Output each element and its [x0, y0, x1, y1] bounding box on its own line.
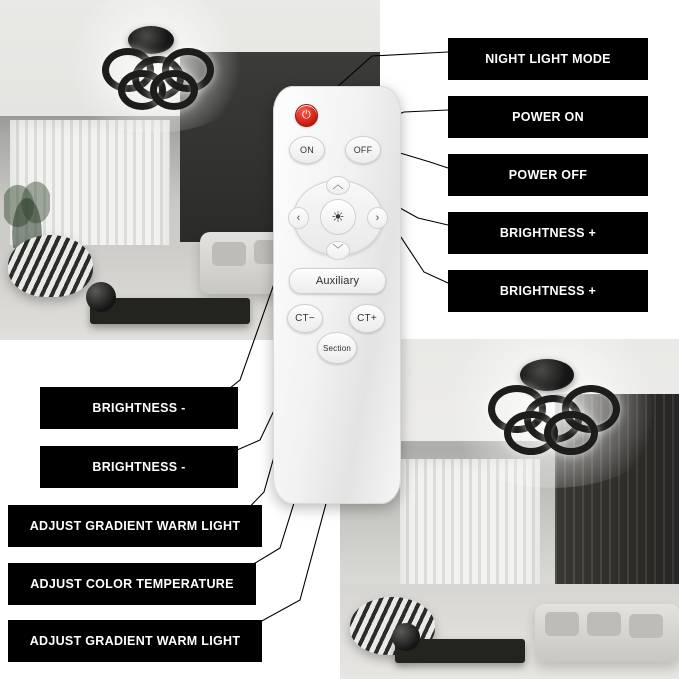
remote-control: [273, 86, 401, 504]
callout-adjust-gradient-warm-light-1: ADJUST GRADIENT WARM LIGHT: [8, 505, 262, 547]
callout-brightness-minus-1: BRIGHTNESS -: [40, 387, 238, 429]
directional-pad: [293, 180, 381, 254]
brightness-down-button[interactable]: ﹀: [326, 241, 350, 260]
lamp-ring: [150, 70, 198, 110]
night-light-mode-button[interactable]: ⏻: [295, 104, 318, 127]
brightness-right-button[interactable]: ›: [367, 207, 388, 229]
color-temp-plus-button[interactable]: CT+: [349, 304, 385, 333]
cushion: [629, 614, 663, 638]
sofa: [535, 604, 679, 662]
callout-night-light-mode: NIGHT LIGHT MODE: [448, 38, 648, 80]
brightness-left-button[interactable]: ‹: [288, 207, 309, 229]
color-temp-minus-button[interactable]: CT−: [287, 304, 323, 333]
callout-power-off: POWER OFF: [448, 154, 648, 196]
callout-adjust-color-temperature: ADJUST COLOR TEMPERATURE: [8, 563, 256, 605]
callout-adjust-gradient-warm-light-2: ADJUST GRADIENT WARM LIGHT: [8, 620, 262, 662]
striped-chair: [8, 235, 93, 297]
cushion: [587, 612, 621, 636]
power-off-button[interactable]: OFF: [345, 136, 381, 164]
callout-brightness-plus-2: BRIGHTNESS +: [448, 270, 648, 312]
callout-power-on: POWER ON: [448, 96, 648, 138]
light-bulb-icon: ☀: [331, 208, 345, 226]
cushion: [212, 242, 246, 266]
lamp-ring: [544, 411, 598, 455]
section-button[interactable]: Section: [317, 332, 357, 364]
cushion: [545, 612, 579, 636]
sphere-decor: [392, 623, 420, 651]
brightness-up-button[interactable]: ︿: [326, 176, 350, 195]
center-light-button[interactable]: [320, 199, 356, 235]
callout-brightness-minus-2: BRIGHTNESS -: [40, 446, 238, 488]
ceiling-fan-light: [468, 353, 628, 443]
power-on-button[interactable]: ON: [289, 136, 325, 164]
auxiliary-button[interactable]: Auxiliary: [289, 268, 386, 294]
sphere-decor: [86, 282, 116, 312]
ceiling-fan-light: [80, 18, 220, 98]
callout-brightness-plus-1: BRIGHTNESS +: [448, 212, 648, 254]
